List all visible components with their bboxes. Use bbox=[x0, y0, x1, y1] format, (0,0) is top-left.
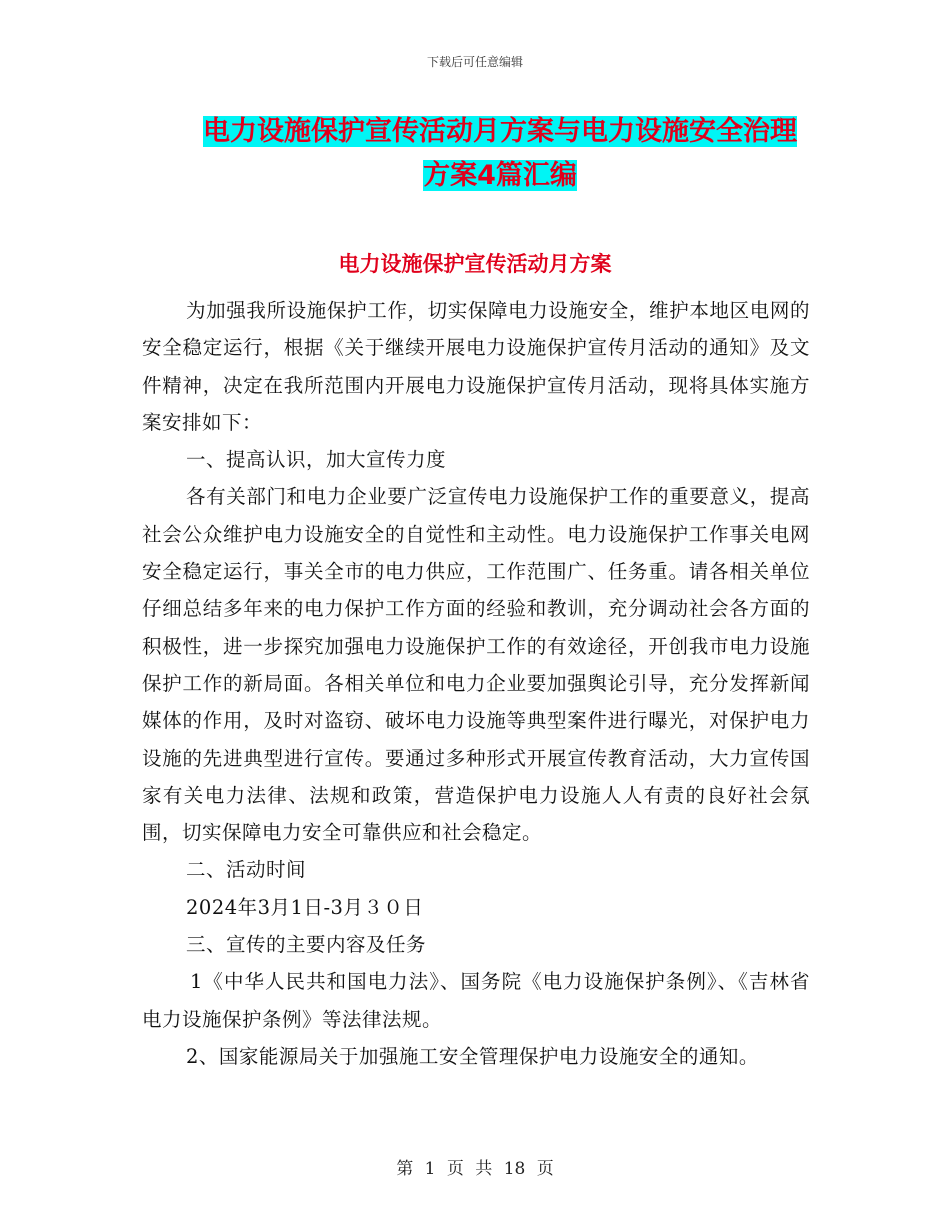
paragraph-list-item-2: 2、国家能源局关于加强施工安全管理保护电力设施安全的通知。 bbox=[186, 1044, 759, 1068]
paragraph-activity-date: 2024年3月1日-3月３０日 bbox=[186, 895, 424, 919]
page-header-note: 下载后可任意编辑 bbox=[426, 55, 523, 69]
paragraph-intro: 为加强我所设施保护工作，切实保障电力设施安全，维护本地区电网的安全稳定运行，根据《关于继续开展电力设施保护宣传月活动的通知》及文件精神，决定在我所范围内开展电力设施保护宣传月活动，现将具体实施方案安排如下： bbox=[142, 299, 810, 434]
document-body bbox=[142, 292, 810, 1075]
heading-item-3: 三、宣传的主要内容及任务 bbox=[186, 933, 427, 957]
paragraph-awareness: 各有关部门和电力企业要广泛宣传电力设施保护工作的重要意义，提高社会公众维护电力设施安全的自觉性和主动性。电力设施保护工作事关电网安全稳定运行，事关全市的电力供应，工作范围广、任务重。请各相关单位仔细总结多年来的电力保护工作方面的经验和教训，充分调动社会各方面的积极性，进一步探究加强电力设施保护工作的有效途径，开创我市电力设施保护工作的新局面。各相关单位和电力企业要加强舆论引导，充分发挥新闻媒体的作用，及时对盗窃、破坏电力设施等典型案件进行曝光，对保护电力设施的先进典型进行宣传。要通过多种形式开展宣传教育活动，大力宣传国家有关电力法律、法规和政策，营造保护电力设施人人有责的良好社会氛围，切实保障电力安全可靠供应和社会稳定。 bbox=[142, 485, 810, 845]
document-title bbox=[190, 110, 810, 198]
heading-item-2: 二、活动时间 bbox=[186, 858, 307, 882]
paragraph-list-item-1: 1《中华人民共和国电力法》、国务院《电力设施保护条例》、《吉林省电力设施保护条例》等法律法规。 bbox=[142, 970, 810, 1031]
section-title: 电力设施保护宣传活动月方案 bbox=[338, 252, 612, 276]
page-number: 第 1 页 共 18 页 bbox=[396, 1159, 554, 1179]
document-title-text: 电力设施保护宣传活动月方案与电力设施安全治理方案4篇汇编 bbox=[203, 116, 797, 191]
heading-item-1: 一、提高认识，加大宣传力度 bbox=[186, 448, 447, 472]
